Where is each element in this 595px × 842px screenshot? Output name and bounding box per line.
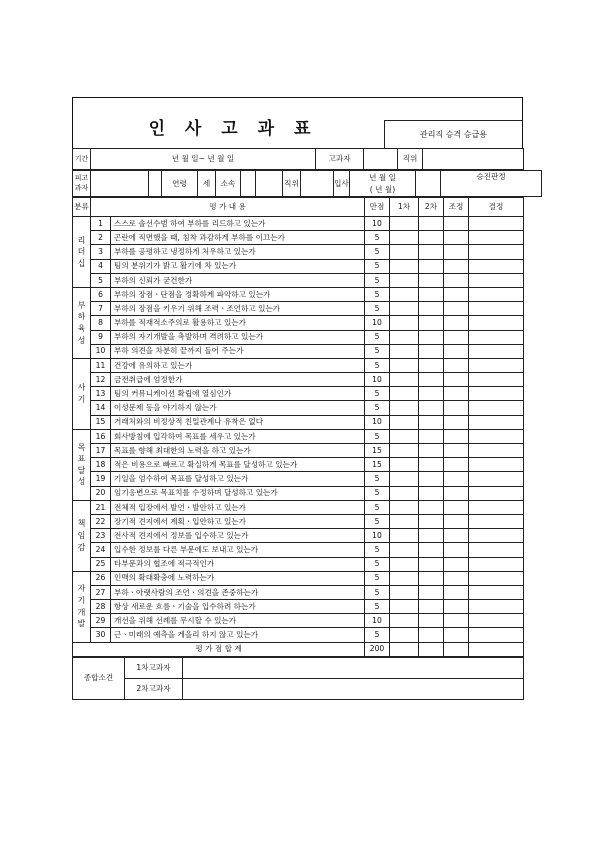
item-text: 부하를 적재적소주의로 활용하고 있는가	[111, 316, 365, 330]
table-row	[73, 600, 524, 614]
final-score-cell[interactable]	[469, 585, 524, 599]
first-score-cell[interactable]	[390, 486, 419, 500]
item-points: 5	[365, 429, 390, 443]
table-row	[73, 557, 524, 571]
table-row	[73, 571, 524, 585]
first-score-cell[interactable]	[390, 358, 419, 372]
item-number: 7	[91, 302, 111, 316]
item-number: 14	[91, 401, 111, 415]
first-evaluator-label: 1차고과자	[125, 657, 183, 678]
table-row	[73, 415, 524, 429]
second-score-cell[interactable]	[419, 330, 444, 344]
second-score-cell[interactable]	[419, 444, 444, 458]
final-score-cell[interactable]	[469, 444, 524, 458]
item-points: 5	[365, 543, 390, 557]
join-date: 년 월 일	[369, 173, 396, 183]
first-header: 1차	[390, 198, 419, 217]
item-number: 18	[91, 458, 111, 472]
final-score-cell[interactable]	[469, 302, 524, 316]
adjust-score-cell[interactable]	[444, 472, 469, 486]
evaluatee-table	[72, 170, 542, 197]
item-points: 5	[365, 273, 390, 287]
adjust-score-cell[interactable]	[444, 259, 469, 273]
first-score-cell[interactable]	[390, 302, 419, 316]
second-score-cell[interactable]	[419, 458, 444, 472]
first-score-cell[interactable]	[390, 330, 419, 344]
first-score-cell[interactable]	[390, 600, 419, 614]
table-row	[73, 472, 524, 486]
first-score-cell[interactable]	[390, 387, 419, 401]
second-score-cell[interactable]	[419, 543, 444, 557]
table-row	[73, 628, 524, 642]
item-points: 15	[365, 458, 390, 472]
table-row	[73, 273, 524, 287]
second-score-cell[interactable]	[419, 401, 444, 415]
item-number: 5	[91, 273, 111, 287]
item-text: 팀의 커뮤니케이션 확립에 열심인가	[111, 387, 365, 401]
final-score-cell[interactable]	[469, 273, 524, 287]
first-score-cell[interactable]	[390, 401, 419, 415]
second-score-cell[interactable]	[419, 316, 444, 330]
item-number: 23	[91, 529, 111, 543]
item-number: 10	[91, 344, 111, 358]
period-label: 기간	[73, 149, 91, 170]
final-score-cell[interactable]	[469, 330, 524, 344]
item-text: 건강에 유의하고 있는가	[111, 358, 365, 372]
item-points: 5	[365, 231, 390, 245]
item-text: 목표를 향해 최대한의 노력을 하고 있는가	[111, 444, 365, 458]
second-score-cell[interactable]	[419, 614, 444, 628]
adjust-score-cell[interactable]	[444, 500, 469, 514]
first-score-cell[interactable]	[390, 444, 419, 458]
item-text: 스스로 솔선수범 하여 부하를 리드하고 있는가	[111, 217, 365, 231]
item-text: 회사방침에 입각하여 목표를 세우고 있는가	[111, 429, 365, 443]
item-points: 5	[365, 287, 390, 301]
first-score-cell[interactable]	[390, 628, 419, 642]
item-number: 1	[91, 217, 111, 231]
item-text: 팀의 분위기가 밝고 활기에 차 있는가	[111, 259, 365, 273]
item-number: 16	[91, 429, 111, 443]
adjust-score-cell[interactable]	[444, 429, 469, 443]
item-number: 24	[91, 543, 111, 557]
position-label: 직위	[398, 149, 423, 170]
final-score-cell[interactable]	[469, 571, 524, 585]
item-text: 적은 비용으로 빠르고 확실하게 목표를 달성하고 있는가	[111, 458, 365, 472]
category-cell: 목 표 달 성	[73, 429, 91, 500]
first-score-cell[interactable]	[390, 373, 419, 387]
appraisal-form	[72, 97, 523, 700]
second-score-cell[interactable]	[419, 344, 444, 358]
table-row	[73, 387, 524, 401]
final-score-cell[interactable]	[469, 401, 524, 415]
adjust-score-cell[interactable]	[444, 585, 469, 599]
item-text: 부하의 자기개발을 촉발하며 격려하고 있는가	[111, 330, 365, 344]
adjust-score-cell[interactable]	[444, 458, 469, 472]
item-points: 5	[365, 401, 390, 415]
total-value: 200	[365, 642, 390, 656]
adjust-score-cell[interactable]	[444, 358, 469, 372]
second-score-cell[interactable]	[419, 600, 444, 614]
adjust-score-cell[interactable]	[444, 387, 469, 401]
second-score-cell[interactable]	[419, 585, 444, 599]
second-score-cell[interactable]	[419, 628, 444, 642]
table-row	[73, 401, 524, 415]
adjust-score-cell[interactable]	[444, 543, 469, 557]
adjust-score-cell[interactable]	[444, 373, 469, 387]
form-title: 인 사 고 과 표	[148, 119, 318, 139]
category-header: 분류	[73, 198, 91, 217]
table-row	[73, 529, 524, 543]
evaluator-field[interactable]	[364, 149, 398, 170]
first-score-cell[interactable]	[390, 514, 419, 528]
final-score-cell[interactable]	[469, 500, 524, 514]
join-years: ( 년 월)	[369, 184, 396, 194]
item-points: 10	[365, 373, 390, 387]
first-score-cell[interactable]	[390, 287, 419, 301]
second-score-cell[interactable]	[419, 358, 444, 372]
category-cell: 리 더 십	[73, 217, 91, 288]
item-points: 10	[365, 415, 390, 429]
item-number: 28	[91, 600, 111, 614]
second-score-cell[interactable]	[419, 259, 444, 273]
position2-field[interactable]	[301, 171, 334, 197]
first-score-cell[interactable]	[390, 458, 419, 472]
table-row	[73, 231, 524, 245]
adjust-score-cell[interactable]	[444, 231, 469, 245]
table-row	[73, 486, 524, 500]
table-row	[73, 358, 524, 372]
summary-label: 종합소견	[73, 657, 125, 699]
item-points: 10	[365, 316, 390, 330]
item-text: 거래처와의 비정상적 친밀관계나 유착은 없다	[111, 415, 365, 429]
final-score-cell[interactable]	[469, 358, 524, 372]
item-text: 부하ㆍ아랫사람의 조언ㆍ의견을 존중하는가	[111, 585, 365, 599]
second-header: 2차	[419, 198, 444, 217]
item-text: 타부문과의 협조에 적극적인가	[111, 557, 365, 571]
item-number: 4	[91, 259, 111, 273]
table-row	[73, 316, 524, 330]
first-score-cell[interactable]	[390, 415, 419, 429]
second-score-cell[interactable]	[419, 557, 444, 571]
second-evaluator-comment[interactable]	[183, 678, 524, 699]
period-field[interactable]: 년 월 일~ 년 월 일	[91, 149, 316, 170]
item-points: 10	[365, 529, 390, 543]
second-score-cell[interactable]	[419, 415, 444, 429]
item-text: 부하 의견을 차분히 끝까지 들어 주는가	[111, 344, 365, 358]
item-number: 13	[91, 387, 111, 401]
item-points: 5	[365, 245, 390, 259]
item-text: 기일을 엄수하여 목표를 달성하고 있는가	[111, 472, 365, 486]
item-text: 입수한 정보를 다른 부문에도 보내고 있는가	[111, 543, 365, 557]
final-score-cell[interactable]	[469, 600, 524, 614]
final-header: 결정	[469, 198, 524, 217]
final-score-cell[interactable]	[469, 543, 524, 557]
item-number: 12	[91, 373, 111, 387]
adjust-score-cell[interactable]	[444, 628, 469, 642]
item-number: 25	[91, 557, 111, 571]
item-number: 21	[91, 500, 111, 514]
second-score-cell[interactable]	[419, 287, 444, 301]
first-score-cell[interactable]	[390, 217, 419, 231]
item-text: 부하의 신뢰가 굳건한가	[111, 273, 365, 287]
adjust-score-cell[interactable]	[444, 245, 469, 259]
adjust-score-cell[interactable]	[444, 401, 469, 415]
first-score-cell[interactable]	[390, 529, 419, 543]
summary-table	[72, 657, 524, 700]
second-score-cell[interactable]	[419, 529, 444, 543]
table-row	[73, 444, 524, 458]
second-score-cell[interactable]	[419, 486, 444, 500]
item-points: 5	[365, 600, 390, 614]
total-final[interactable]	[469, 642, 524, 656]
table-row	[73, 543, 524, 557]
adjust-score-cell[interactable]	[444, 415, 469, 429]
adjust-score-cell[interactable]	[444, 514, 469, 528]
title-area	[72, 97, 523, 148]
second-score-cell[interactable]	[419, 571, 444, 585]
item-text: 근ㆍ미래의 예측을 게을리 하지 않고 있는가	[111, 628, 365, 642]
position2-label: 직위	[283, 171, 301, 197]
item-text: 금전취급에 엄정한가	[111, 373, 365, 387]
final-score-cell[interactable]	[469, 628, 524, 642]
affiliation-label: 소속	[216, 171, 241, 197]
final-score-cell[interactable]	[469, 231, 524, 245]
first-score-cell[interactable]	[390, 614, 419, 628]
second-score-cell[interactable]	[419, 472, 444, 486]
table-row	[73, 245, 524, 259]
first-score-cell[interactable]	[390, 344, 419, 358]
evaluatee-label: 피고과자	[73, 171, 91, 197]
evaluator-label: 고과자	[316, 149, 364, 170]
adjust-score-cell[interactable]	[444, 344, 469, 358]
item-points: 5	[365, 486, 390, 500]
first-score-cell[interactable]	[390, 259, 419, 273]
item-points: 5	[365, 358, 390, 372]
category-cell: 책 임 감	[73, 500, 91, 571]
item-number: 11	[91, 358, 111, 372]
join-field[interactable]	[350, 171, 416, 197]
item-points: 5	[365, 585, 390, 599]
item-text: 인맥의 확대확충에 노력하는가	[111, 571, 365, 585]
age-unit: 세	[198, 171, 216, 197]
category-cell: 부 하 육 성	[73, 287, 91, 358]
item-text: 전사적 견지에서 정보를 입수하고 있는가	[111, 529, 365, 543]
table-row	[73, 500, 524, 514]
first-score-cell[interactable]	[390, 472, 419, 486]
item-points: 15	[365, 444, 390, 458]
age-label: 연령	[162, 171, 198, 197]
item-text: 임기응변으로 목표치를 수정하며 달성하고 있는가	[111, 486, 365, 500]
form-subtitle: 관리직 승격 승급용	[384, 120, 522, 148]
adjust-score-cell[interactable]	[444, 287, 469, 301]
item-points: 5	[365, 472, 390, 486]
total-first[interactable]	[390, 642, 419, 656]
table-row	[73, 330, 524, 344]
item-number: 2	[91, 231, 111, 245]
item-number: 29	[91, 614, 111, 628]
final-score-cell[interactable]	[469, 529, 524, 543]
position-field[interactable]	[423, 149, 524, 170]
item-text: 부하의 장점을 키우기 위해 조력ㆍ조언하고 있는가	[111, 302, 365, 316]
table-row	[73, 458, 524, 472]
first-score-cell[interactable]	[390, 585, 419, 599]
category-cell: 사 기	[73, 358, 91, 429]
adjust-score-cell[interactable]	[444, 316, 469, 330]
second-score-cell[interactable]	[419, 273, 444, 287]
points-header: 만점	[365, 198, 390, 217]
final-score-cell[interactable]	[469, 217, 524, 231]
adjust-score-cell[interactable]	[444, 273, 469, 287]
table-row	[73, 514, 524, 528]
second-score-cell[interactable]	[419, 500, 444, 514]
item-number: 22	[91, 514, 111, 528]
item-text: 곤란에 직면했을 때, 침착 과감하게 부하를 이끄는가	[111, 231, 365, 245]
evaluatee-name-field[interactable]	[91, 171, 149, 197]
first-evaluator-comment[interactable]	[183, 657, 524, 678]
final-score-cell[interactable]	[469, 344, 524, 358]
promotion-label: 승진판정	[441, 171, 542, 197]
evaluation-table	[72, 197, 524, 657]
adjust-score-cell[interactable]	[444, 614, 469, 628]
table-row	[73, 429, 524, 443]
first-score-cell[interactable]	[390, 316, 419, 330]
item-points: 5	[365, 571, 390, 585]
item-number: 27	[91, 585, 111, 599]
second-score-cell[interactable]	[419, 429, 444, 443]
final-score-cell[interactable]	[469, 486, 524, 500]
final-score-cell[interactable]	[469, 387, 524, 401]
item-number: 9	[91, 330, 111, 344]
affiliation-field[interactable]	[241, 171, 256, 197]
final-score-cell[interactable]	[469, 287, 524, 301]
item-points: 5	[365, 557, 390, 571]
final-score-cell[interactable]	[469, 316, 524, 330]
item-number: 8	[91, 316, 111, 330]
total-adjust[interactable]	[444, 642, 469, 656]
second-score-cell[interactable]	[419, 245, 444, 259]
item-points: 5	[365, 344, 390, 358]
item-number: 15	[91, 415, 111, 429]
final-score-cell[interactable]	[469, 415, 524, 429]
second-score-cell[interactable]	[419, 373, 444, 387]
item-text: 개선을 위해 선례를 무시할 수 있는가	[111, 614, 365, 628]
adjust-score-cell[interactable]	[444, 600, 469, 614]
total-label: 평 가 점 합 계	[73, 642, 365, 656]
first-score-cell[interactable]	[390, 429, 419, 443]
item-points: 5	[365, 514, 390, 528]
item-points: 5	[365, 259, 390, 273]
table-row	[73, 344, 524, 358]
item-text: 부하를 공평하고 냉정하게 처우하고 있는가	[111, 245, 365, 259]
second-score-cell[interactable]	[419, 514, 444, 528]
final-score-cell[interactable]	[469, 373, 524, 387]
adjust-score-cell[interactable]	[444, 217, 469, 231]
header-table	[72, 148, 524, 170]
item-points: 5	[365, 387, 390, 401]
item-points: 10	[365, 614, 390, 628]
first-score-cell[interactable]	[390, 245, 419, 259]
item-text: 이성문제 등을 야기하지 않는가	[111, 401, 365, 415]
item-number: 30	[91, 628, 111, 642]
table-row	[73, 302, 524, 316]
table-row	[73, 259, 524, 273]
adjust-score-cell[interactable]	[444, 571, 469, 585]
final-score-cell[interactable]	[469, 458, 524, 472]
table-row	[73, 585, 524, 599]
item-number: 6	[91, 287, 111, 301]
adjust-score-cell[interactable]	[444, 557, 469, 571]
adjust-score-cell[interactable]	[444, 529, 469, 543]
second-score-cell[interactable]	[419, 231, 444, 245]
item-points: 5	[365, 500, 390, 514]
adjust-header: 조정	[444, 198, 469, 217]
item-text: 항상 새로운 흐름ㆍ기술을 입수하려 하는가	[111, 600, 365, 614]
item-points: 10	[365, 217, 390, 231]
item-number: 19	[91, 472, 111, 486]
final-score-cell[interactable]	[469, 514, 524, 528]
first-score-cell[interactable]	[390, 500, 419, 514]
item-points: 5	[365, 628, 390, 642]
final-score-cell[interactable]	[469, 614, 524, 628]
first-score-cell[interactable]	[390, 231, 419, 245]
adjust-score-cell[interactable]	[444, 330, 469, 344]
category-cell: 자 기 개 발	[73, 571, 91, 642]
second-score-cell[interactable]	[419, 302, 444, 316]
final-score-cell[interactable]	[469, 429, 524, 443]
item-points: 5	[365, 330, 390, 344]
item-number: 17	[91, 444, 111, 458]
table-row	[73, 287, 524, 301]
table-row	[73, 373, 524, 387]
item-points: 5	[365, 302, 390, 316]
first-score-cell[interactable]	[390, 543, 419, 557]
item-number: 20	[91, 486, 111, 500]
total-second[interactable]	[419, 642, 444, 656]
second-score-cell[interactable]	[419, 217, 444, 231]
item-text: 장기적 견지에서 계획ㆍ입안하고 있는가	[111, 514, 365, 528]
join-label: 입사	[334, 171, 350, 197]
first-score-cell[interactable]	[390, 273, 419, 287]
final-score-cell[interactable]	[469, 557, 524, 571]
first-score-cell[interactable]	[390, 557, 419, 571]
final-score-cell[interactable]	[469, 472, 524, 486]
adjust-score-cell[interactable]	[444, 486, 469, 500]
table-row	[73, 614, 524, 628]
adjust-score-cell[interactable]	[444, 444, 469, 458]
second-evaluator-label: 2차고과자	[125, 678, 183, 699]
item-text: 부하의 장점ㆍ단점을 정확하게 파악하고 있는가	[111, 287, 365, 301]
final-score-cell[interactable]	[469, 245, 524, 259]
item-text: 전체적 입장에서 발언ㆍ발안하고 있는가	[111, 500, 365, 514]
first-score-cell[interactable]	[390, 571, 419, 585]
adjust-score-cell[interactable]	[444, 302, 469, 316]
content-header: 평 가 내 용	[91, 198, 365, 217]
item-number: 26	[91, 571, 111, 585]
table-row	[73, 217, 524, 231]
second-score-cell[interactable]	[419, 387, 444, 401]
item-number: 3	[91, 245, 111, 259]
final-score-cell[interactable]	[469, 259, 524, 273]
